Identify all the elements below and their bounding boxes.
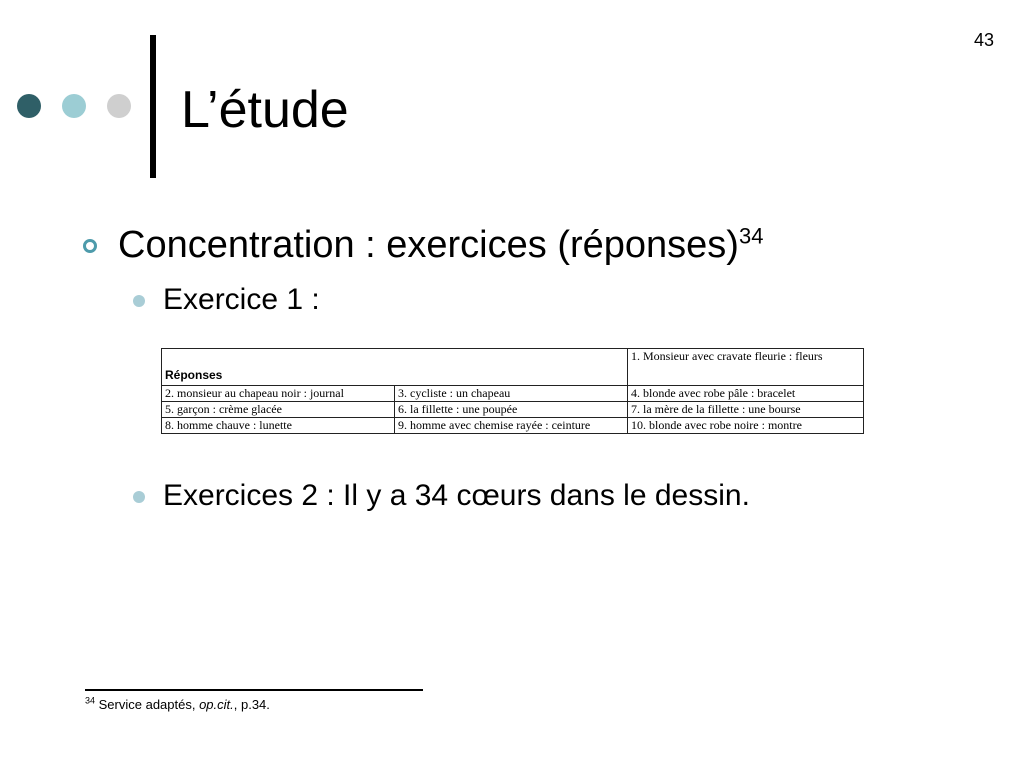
table-cell: 3. cycliste : un chapeau: [395, 386, 628, 402]
table-header-row: [162, 349, 864, 386]
main-bullet-text: Concentration : exercices (réponses): [118, 224, 739, 266]
table-cell: 6. la fillette : une poupée: [395, 402, 628, 418]
footnote: $^{34}$ Service adaptés, op.cit., p.34.: [85, 695, 270, 712]
footnote-italic: op.cit.: [199, 697, 234, 712]
table-cell: 4. blonde avec robe pâle : bracelet: [628, 386, 864, 402]
table-cell: 2. monsieur au chapeau noir : journal: [162, 386, 395, 402]
footnote-separator: [85, 689, 423, 691]
footnote-number: 34: [85, 695, 96, 706]
table-cell: 7. la mère de la fillette : une bourse: [628, 402, 864, 418]
table-cell: 5. garçon : crème glacée: [162, 402, 395, 418]
dot-teal: [62, 94, 86, 118]
sub-bullet-text: Exercices 2 : Il y a 34 cœurs dans le dessin.: [163, 479, 750, 512]
dot-dark: [17, 94, 41, 118]
table-cell: 10. blonde avec robe noire : montre: [628, 418, 864, 434]
table-header-label: Réponses: [162, 349, 395, 386]
ring-bullet-icon: [83, 239, 97, 253]
sub-bullet-exercise-1: [133, 282, 320, 318]
dot-bullet-icon: [133, 295, 145, 307]
table-cell: 9. homme avec chemise rayée : ceinture: [395, 418, 628, 434]
answers-table: [161, 348, 864, 434]
title-divider: [150, 35, 156, 178]
sub-bullet-exercise-2: [133, 478, 750, 514]
dot-bullet-icon: [133, 491, 145, 503]
sub-bullet-text: Exercice 1 :: [163, 283, 320, 316]
table-row: [162, 418, 864, 434]
main-bullet: [80, 222, 763, 268]
table-row: [162, 402, 864, 418]
table-cell: 8. homme chauve : lunette: [162, 418, 395, 434]
table-row: [162, 386, 864, 402]
footnote-ref: 34: [738, 223, 764, 249]
slide-title: L’étude: [181, 81, 349, 139]
dot-gray: [107, 94, 131, 118]
slide-number: 43: [973, 30, 994, 50]
table-cell: 1. Monsieur avec cravate fleurie : fleurs: [628, 349, 864, 386]
